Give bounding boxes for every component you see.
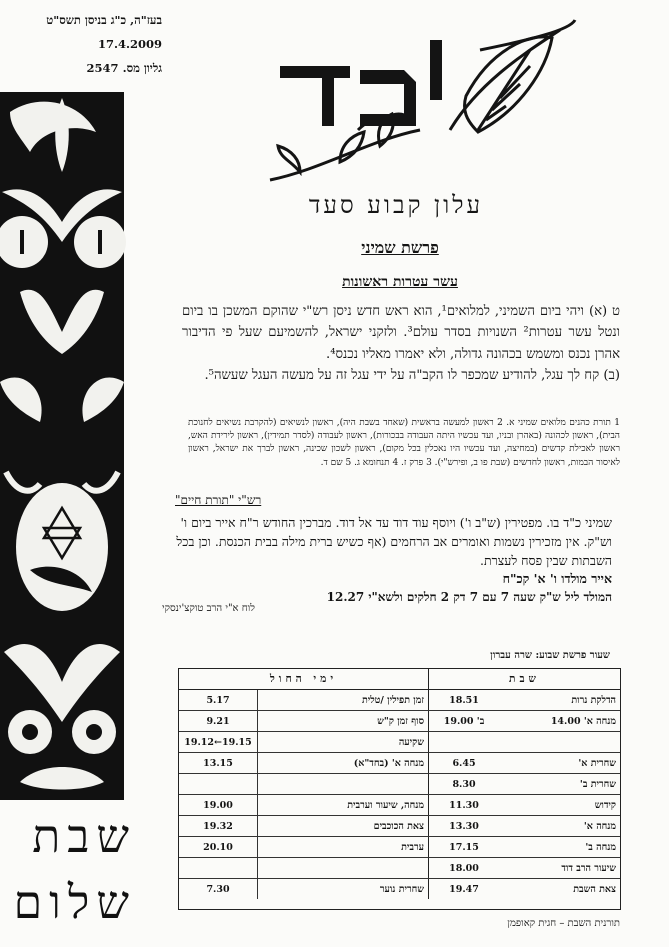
table-row	[179, 774, 620, 795]
shabbat-time: 6.45	[452, 757, 476, 769]
shabbat-cells	[428, 837, 620, 857]
shabbat-label: מנחה ב'	[585, 841, 616, 853]
weekday-time	[179, 774, 258, 794]
luach-credit: לוח א"י הרב טוקצ'ינסקי	[162, 603, 255, 614]
table-row	[179, 858, 620, 879]
shabbat-label	[499, 732, 620, 752]
weekday-label: סוף זמן ק"ש	[377, 715, 424, 727]
weekday-label: ערבית	[401, 841, 424, 853]
weekday-time: 9.21	[179, 711, 258, 731]
table-row	[179, 816, 620, 837]
shabbat-time: 11.30	[449, 799, 479, 811]
shabbat-label: מנחה א' 14.00	[550, 715, 616, 727]
shabbat-time: 19.47	[449, 883, 479, 895]
leaf-logo-icon	[230, 20, 580, 190]
table-row	[179, 753, 620, 774]
logo-wordmark	[230, 20, 580, 190]
table-body	[179, 690, 620, 899]
shabbat-time	[429, 732, 499, 752]
announcement-molad-title: אייר מולדו ו' א' קכ"ח	[502, 571, 612, 586]
shabbat-label: הדלקת נרות	[571, 694, 616, 706]
weekday-label: שחרית נוער	[379, 883, 424, 895]
weekday-label: מנחה, שיעור וערבית	[347, 799, 424, 811]
announcement-molad-time: המולד ליל ש"ק שעה 7 עם 7 דק 2 חלקים ולשא"י 12.27	[326, 590, 612, 604]
shabbat-label: שחרית א'	[578, 757, 616, 769]
weekday-label: מנחה א' (בחד"א)	[353, 757, 424, 769]
shabbat-cells	[428, 879, 620, 899]
weekday-time: 19.00	[179, 795, 258, 815]
parasha-title: פרשת שמיני	[361, 238, 439, 257]
shabbat-cells	[428, 795, 620, 815]
table-row	[179, 879, 620, 899]
commentary-body	[182, 301, 620, 386]
shabbat-time: 8.30	[452, 778, 476, 790]
table-row	[179, 711, 620, 732]
issue-number: גליון מס. 2547	[86, 61, 162, 75]
shabbat-label: צאת השבת	[573, 883, 616, 895]
gregorian-date: 17.4.2009	[97, 37, 162, 51]
announcements	[162, 513, 612, 606]
sidebar-line-shalom: שלום	[13, 875, 136, 929]
weekday-label	[258, 858, 428, 878]
shabbat-cells	[428, 711, 620, 731]
shabbat-time: 17.15	[449, 841, 479, 853]
prayer-times-table	[178, 668, 621, 910]
weekday-time: 19.32	[179, 816, 258, 836]
shabbat-cells	[428, 690, 620, 710]
decorative-floral-band	[0, 92, 124, 800]
publication-subtitle: עלון קבוע סעד	[308, 191, 484, 219]
shabbat-cells	[428, 732, 620, 752]
weekday-time: 19.15←19.12	[179, 732, 258, 752]
sidebar-line-shabbat: שבת	[32, 809, 136, 863]
commentary-paragraph-1: ט (א) ויהי ביום השמיני, למלואים¹, הוא ראש חדש ניסן רש"י שהוקם המשכן בו ביום ונטל עשר עטרות² השנויות בסדר עולם³. ולזקני ישראל, להשמיעם שעל פי הדיבור אהרן נכנס ומשמש בכהונה גדולה, ולא יאמרו מאליו נכנס⁴.	[182, 304, 621, 362]
shabbat-cells	[428, 858, 620, 878]
table-row	[179, 690, 620, 711]
floral-pattern-icon	[0, 92, 124, 800]
table-row	[179, 837, 620, 858]
weekday-column-header: ימי החול	[269, 673, 338, 685]
table-header-row	[179, 669, 620, 690]
footer-credit: תורנית השבת – חגית קאופמן	[507, 918, 620, 929]
weekday-label: צאת הכוכבים	[373, 820, 424, 832]
weekday-label: זמן תפילין /טלית	[361, 694, 424, 706]
schedule-title: שעור פרשת שבוע: שרה עברון	[490, 650, 610, 661]
shabbat-label: שחרית ב'	[579, 778, 616, 790]
shabbat-label: שיעור הרב דוד	[561, 862, 616, 874]
announcement-haftara: שמיני כ"ד בו. מפטירין (ש"ב ו') ויוסף עוד דוד עד אל דוד. מברכין החודש ר"ח אייר ביום ו' וש"ק. אין מזכירין נשמות ואומרים אב הרחמים (אף כשיש ברית מילה בבית הכנסת. וכן בכל השבתות שבין פסח לעצרת.	[176, 515, 612, 568]
shabbat-time: 18.00	[449, 862, 479, 874]
section-title: עשר עטרות ראשונות	[342, 274, 458, 290]
shabbat-time: 18.51	[449, 694, 479, 706]
weekday-label	[258, 774, 428, 794]
issue-header	[4, 8, 162, 80]
footnotes: 1 תורת כהנים מלואים שמיני א. 2 ראשון למעשה בראשית (שאחד בשבת היה), ראשון לנשיאים (להקרבת נשיאים לחנוכת הבית), ראשון לכהונה (באהרן ובניו, ועד עכשיו היתה העבודה בבכורות), ראשון לעבודה (לסדר תמידין), ראשון לירידת האש, ראשון לאכילת קדשים (במחיצה, ועד עכשיו היו נאכלין בכל מקום), ראשון לשכון שכינה, ראשון לברך את ישראל, ראשון לאיסור הבמות, ראשון לחדשים (שבת פו ב, ופירש"י). 3 פרק ז. 4 תנחומא ג. 5 שם ד.	[188, 418, 621, 468]
commentary-paragraph-2: (ב) קח לך עגל, להודיע שמכפר לו הקב"ה על ידי עגל זה על מעשה העגל שעשה⁵.	[204, 367, 620, 383]
shabbat-shalom-lettering	[0, 800, 136, 947]
weekday-time: 20.10	[179, 837, 258, 857]
shabbat-label: קידוש	[594, 799, 616, 811]
shabbat-cells	[428, 816, 620, 836]
shabbat-cells	[428, 774, 620, 794]
shabbat-time: ב' 19.00	[443, 715, 485, 727]
table-row	[179, 795, 620, 816]
table-row	[179, 732, 620, 753]
shabbat-column-header: שבת	[428, 669, 620, 689]
weekday-time: 7.30	[179, 879, 258, 899]
weekday-label: שקיעה	[398, 736, 424, 748]
weekday-time: 5.17	[179, 690, 258, 710]
shabbat-label: מנחה א'	[583, 820, 616, 832]
weekday-time: 13.15	[179, 753, 258, 773]
shabbat-time: 13.30	[449, 820, 479, 832]
hebrew-date: בעז"ה, כ"ג בניסן תשס"ט	[46, 13, 162, 27]
rashi-source-label: רש"י "תורת חיים"	[175, 493, 262, 507]
weekday-time	[179, 858, 258, 878]
shabbat-cells	[428, 753, 620, 773]
